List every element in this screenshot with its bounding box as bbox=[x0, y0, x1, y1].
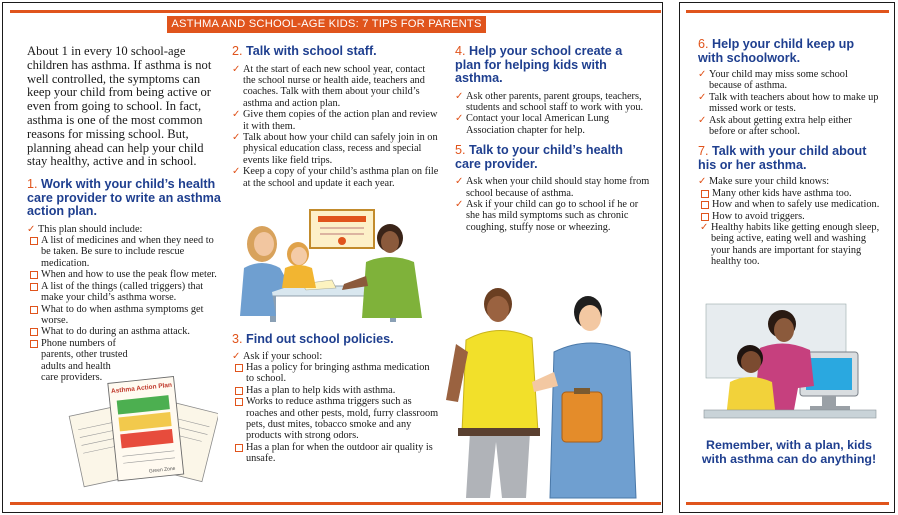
tip-1-subitem: What to do during an asthma attack. bbox=[29, 326, 224, 337]
tip-7-subitem: ✓ Healthy habits like getting enough sleep, being active, eating well and washing your hands are important for staying healthy too. bbox=[700, 222, 880, 268]
tip-1-title: Work with your child’s health care provider to write an asthma action plan. bbox=[27, 177, 221, 219]
tip-1-number: 1. bbox=[27, 177, 38, 192]
tip-5-title: Talk to your child’s health care provider. bbox=[455, 143, 623, 171]
column-1 bbox=[27, 45, 224, 383]
tip-4-item: ✓ Ask other parents, parent groups, teachers, students and school staff to work with you. bbox=[455, 91, 651, 114]
column-3 bbox=[455, 45, 651, 233]
tip-1-subitem: Phone numbers of parents, other trusted adults and health care providers. bbox=[29, 338, 129, 384]
side-top-rule bbox=[686, 10, 889, 13]
tip-1-lead: ✓ This plan should include: bbox=[27, 224, 224, 235]
tip-7-heading bbox=[698, 145, 880, 172]
tip-3-title: Find out school policies. bbox=[246, 332, 394, 346]
school-meeting-illustration bbox=[232, 206, 437, 324]
nurse-figure bbox=[532, 296, 636, 498]
action-plan-footer: Green Zone bbox=[148, 465, 176, 475]
closing-message: Remember, with a plan, kids with asthma can do anything! bbox=[701, 438, 877, 466]
tip-6-item: ✓ Ask about getting extra help either before or after school. bbox=[698, 115, 880, 138]
desk bbox=[704, 410, 876, 418]
tip-6-title: Help your child keep up with schoolwork. bbox=[698, 37, 855, 65]
tip-3-number: 3. bbox=[232, 332, 243, 346]
action-plan-sheet bbox=[108, 377, 184, 481]
nurse-and-boy-illustration bbox=[440, 282, 658, 500]
tip-1-heading bbox=[27, 178, 224, 219]
clipboard-icon bbox=[562, 392, 602, 442]
tip-7-lead: ✓ Make sure your child knows: bbox=[698, 176, 880, 187]
tip-7-subitem: How to avoid triggers. bbox=[700, 211, 880, 222]
tip-4-item: ✓ Contact your local American Lung Association chapter for help. bbox=[455, 113, 651, 136]
tip-2-heading bbox=[232, 45, 440, 59]
tip-7-subitem: How and when to safely use medication. bbox=[700, 199, 880, 210]
tip-2-number: 2. bbox=[232, 44, 243, 58]
tip-3-subitem: Has a plan to help kids with asthma. bbox=[234, 385, 440, 396]
tip-2-item: ✓ At the start of each new school year, contact the school nurse or health aide, teachers and coaches. Talk with them about your child’s asthma and action plan. bbox=[232, 64, 440, 110]
tip-3-subitem: Has a plan for when the outdoor air quality is unsafe. bbox=[234, 442, 440, 465]
tip-4-number: 4. bbox=[455, 44, 466, 58]
tip-6-item: ✓ Your child may miss some school because of asthma. bbox=[698, 69, 880, 92]
tip-7-subitem: Many other kids have asthma too. bbox=[700, 188, 880, 199]
side-bottom-rule bbox=[686, 502, 889, 505]
certificate-on-wall bbox=[310, 210, 374, 248]
tip-2-item: ✓ Give them copies of the action plan and review it with them. bbox=[232, 109, 440, 132]
tip-3-heading bbox=[232, 333, 440, 347]
tip-4-heading bbox=[455, 45, 651, 86]
tip-7-title: Talk with your child about his or her asthma. bbox=[698, 144, 867, 172]
tip-6-item: ✓ Talk with teachers about how to make up missed work or tests. bbox=[698, 92, 880, 115]
tip-1-subitem: What to do when asthma symptoms get worse. bbox=[29, 304, 224, 327]
bottom-rule bbox=[10, 502, 661, 505]
tip-1-subitem: A list of medicines and when they need to be taken. Be sure to include rescue medication. bbox=[29, 235, 224, 269]
tip-5-number: 5. bbox=[455, 143, 466, 158]
tip-5-heading bbox=[455, 144, 651, 171]
tip-3-lead: ✓ Ask if your school: bbox=[232, 351, 440, 362]
tip-5-item: ✓ Ask if your child can go to school if he or she has mild symptoms such as chronic coughing, stuffy nose or wheezing. bbox=[455, 199, 651, 233]
top-rule bbox=[10, 10, 661, 13]
tip-2-title: Talk with school staff. bbox=[246, 44, 377, 58]
column-2-lower bbox=[232, 333, 440, 465]
tip-6-heading bbox=[698, 38, 880, 65]
column-2 bbox=[232, 45, 440, 189]
tip-1-subitem: When and how to use the peak flow meter. bbox=[29, 269, 224, 280]
tip-3-subitem: Works to reduce asthma triggers such as roaches and other pests, mold, furry classroom pets, dust mites, tobacco smoke and any products with strong odors. bbox=[234, 396, 440, 442]
tip-1-subitem: A list of the things (called triggers) that make your child’s asthma worse. bbox=[29, 281, 224, 304]
homework-illustration bbox=[702, 300, 878, 428]
action-plan-illustration bbox=[68, 376, 218, 491]
tip-3-subitem: Has a policy for bringing asthma medication to school. bbox=[234, 362, 440, 385]
page-banner: ASTHMA AND SCHOOL-AGE KIDS: 7 TIPS FOR PARENTS bbox=[167, 16, 486, 33]
intro-paragraph: About 1 in every 10 school-age children has asthma. If asthma is not well controlled, the symptoms can keep your child from being active or even from going to school. In fact, asthma is one of the most common reasons for missing school. But, planning ahead can help your child stay healthy, active and in school. bbox=[27, 44, 212, 169]
tip-7-number: 7. bbox=[698, 144, 709, 159]
tip-2-item: ✓ Keep a copy of your child’s asthma plan on file at the school and update it each year. bbox=[232, 166, 440, 189]
boy-figure bbox=[446, 288, 540, 498]
tip-5-item: ✓ Ask when your child should stay home from school because of asthma. bbox=[455, 176, 651, 199]
action-plan-heading: Asthma Action Plan bbox=[110, 381, 173, 396]
tip-4-title: Help your school create a plan for helping kids with asthma. bbox=[455, 44, 623, 85]
column-4 bbox=[698, 38, 880, 268]
tip-2-item: ✓ Talk about how your child can safely join in on physical education class, recess and special events like field trips. bbox=[232, 132, 440, 166]
tip-6-number: 6. bbox=[698, 37, 709, 51]
